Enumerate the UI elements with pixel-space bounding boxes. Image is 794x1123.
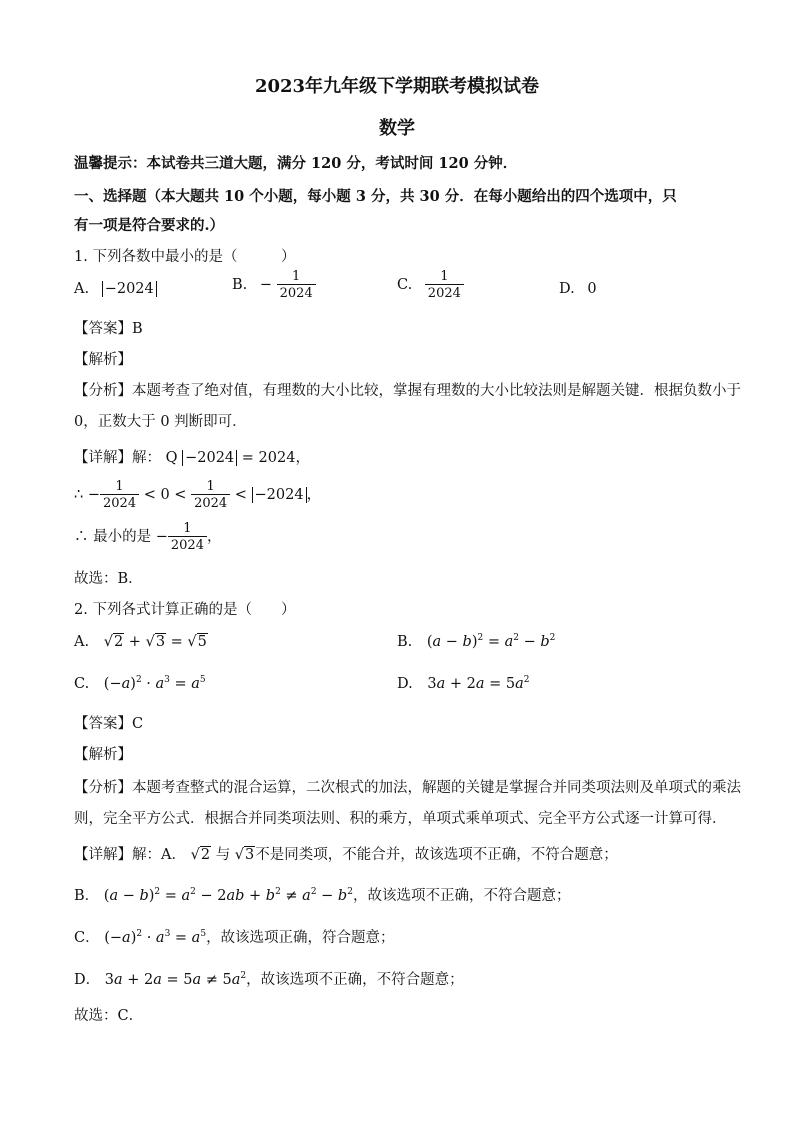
section-heading-line2: 有一项是符合要求的.） (74, 217, 225, 234)
because-symbol: Q (165, 450, 178, 466)
fraction (277, 270, 316, 300)
q2-option-b (397, 634, 555, 650)
formula: $(-a)^2 \cdot a^3 = a^5$ (103, 675, 206, 692)
numerator: 1 (440, 269, 449, 284)
detail-tag: B． (74, 888, 100, 904)
denominator: 2024 (100, 494, 139, 510)
punctuation: ， (295, 450, 310, 466)
abs-expression: −2024 (252, 487, 307, 503)
abs-expression: −2024 (182, 450, 237, 466)
denominator: 2024 (168, 536, 207, 552)
therefore-symbol: ∴ (74, 487, 84, 503)
q1-option-b (232, 270, 316, 300)
numerator: 1 (206, 479, 215, 494)
punctuation: ， (206, 529, 222, 545)
option-label: A. (74, 634, 90, 650)
q2-detail-c (74, 926, 395, 947)
denominator: 2024 (425, 284, 464, 300)
abs-expression: −2024 (102, 281, 157, 297)
subject-title: 数学 (379, 118, 415, 139)
exam-tip: 温馨提示：本试卷共三道大题，满分 120 分，考试时间 120 分钟． (74, 155, 518, 172)
explanation: ，故该选项正确，符合题意； (206, 930, 395, 946)
answer-tag: 【答案】 (74, 716, 132, 732)
q1-detail-line3 (74, 522, 221, 552)
punctuation: ， (306, 487, 322, 503)
q1-option-a (74, 281, 157, 297)
formula: $(-a)^2 \cdot a^3 = a^5$ (104, 929, 207, 946)
q1-analysis-line1: 【分析】本题考查了绝对值，有理数的大小比较，掌握有理数的大小比较法则是解题关键．根据负数小于 (74, 383, 741, 399)
q1-jiexi: 【解析】 (74, 352, 132, 368)
q1-detail-line1 (74, 446, 310, 467)
detail-tag: D． (74, 972, 101, 988)
minus-sign: − (87, 487, 100, 503)
q1-stem: 1. 下列各数中最小的是（ ） (74, 249, 296, 265)
explanation: 不是同类项，不能合并，故该选项不正确，不符合题意； (255, 847, 618, 863)
option-value: 0 (587, 281, 597, 297)
exam-title: 2023年九年级下学期联考模拟试卷 (254, 76, 540, 97)
section-heading-line1: 一、选择题（本大题共 10 个小题，每小题 3 分，共 30 分．在每小题给出的四个选项中，只 (74, 188, 677, 205)
fraction (168, 522, 207, 552)
minus-sign: − (155, 529, 168, 545)
option-label: C. (397, 277, 413, 293)
option-label: C. (74, 676, 90, 692)
detail-tag: 【详解】解： (74, 450, 161, 466)
fraction (425, 270, 464, 300)
q2-analysis-line2: 则，完全平方公式．根据合并同类项法则、积的乘方，单项式乘单项式、完全平方公式逐一计算可得． (74, 811, 727, 827)
q2-jiexi: 【解析】 (74, 747, 132, 763)
connector-text: 与 (215, 847, 231, 863)
numerator: 1 (183, 521, 192, 536)
q2-detail-b (74, 884, 570, 905)
conclusion-text: ∴ 最小的是 (74, 529, 152, 545)
inequality: < 0 < (143, 487, 187, 503)
formula: √2 (190, 847, 211, 863)
q2-option-a (74, 634, 208, 650)
q1-analysis-line2: 0，正数大于 0 判断即可． (74, 414, 247, 430)
q2-option-c (74, 676, 206, 692)
answer-value: B (132, 321, 143, 337)
denominator: 2024 (277, 284, 316, 300)
fraction (191, 480, 230, 510)
q1-option-c (397, 270, 464, 300)
q2-option-d (397, 676, 529, 692)
minus-sign: − (259, 277, 273, 293)
q2-answer (74, 712, 143, 733)
formula: $3a + 2a = 5a^2$ (427, 675, 530, 692)
q2-stem: 2. 下列各式计算正确的是（ ） (74, 602, 296, 618)
equation-result: = 2024 (241, 450, 296, 466)
formula: √3 (234, 847, 255, 863)
q1-detail-line2 (74, 480, 321, 510)
answer-tag: 【答案】 (74, 321, 132, 337)
formula: $3a + 2a = 5a \ne 5a^2$ (104, 971, 247, 988)
detail-tag: C． (74, 930, 100, 946)
answer-value: C (132, 716, 144, 732)
q2-detail-a (74, 843, 618, 864)
fraction (100, 480, 139, 510)
less-than: < (234, 487, 247, 503)
detail-tag: 【详解】解：A． (74, 847, 186, 863)
q1-answer (74, 317, 143, 338)
numerator: 1 (292, 269, 301, 284)
denominator: 2024 (191, 494, 230, 510)
option-label: B. (397, 634, 413, 650)
explanation: ，故该选项不正确，不符合题意； (246, 972, 464, 988)
option-label: B. (232, 277, 248, 293)
option-label: A. (74, 281, 90, 297)
formula: $(a - b)^2 = a^2 - 2ab + b^2 \ne a^2 - b^2$ (103, 887, 353, 904)
q1-choose: 故选：B． (74, 571, 143, 587)
option-label: D. (559, 281, 575, 297)
q2-choose: 故选：C． (74, 1008, 144, 1024)
option-label: D. (397, 676, 413, 692)
numerator: 1 (115, 479, 124, 494)
q2-analysis-line1: 【分析】本题考查整式的混合运算，二次根式的加法，解题的关键是掌握合并同类项法则及单项式的乘法 (74, 780, 741, 796)
q2-detail-d (74, 968, 464, 989)
formula: $(a - b)^2 = a^2 - b^2$ (426, 633, 556, 650)
explanation: ，故该选项不正确，不符合题意； (352, 888, 571, 904)
formula: √2 + √3 = √5 (103, 634, 207, 650)
q1-option-d (559, 281, 597, 297)
